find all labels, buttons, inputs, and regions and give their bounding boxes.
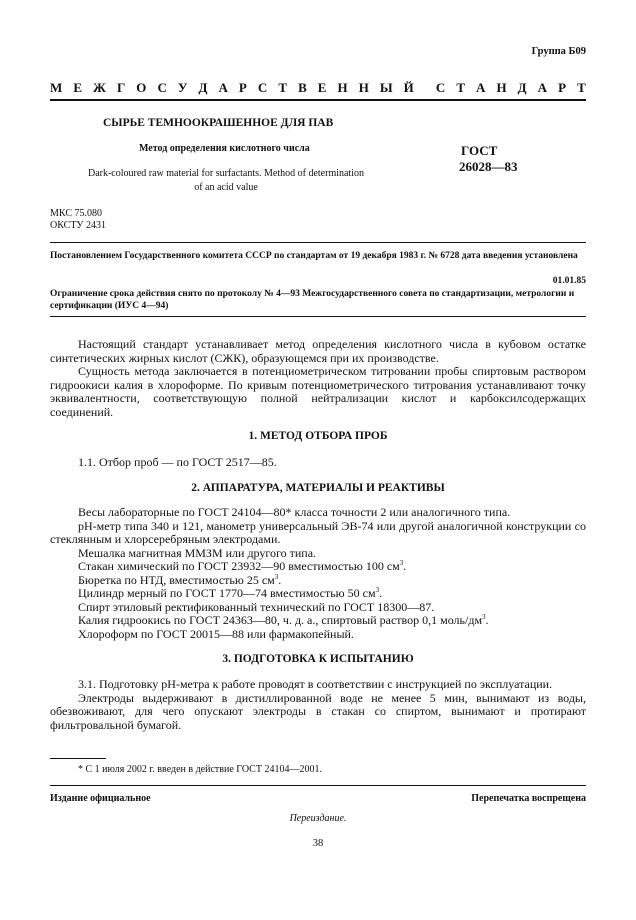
section-3-heading: 3. ПОДГОТОВКА К ИСПЫТАНИЮ [222, 653, 414, 665]
section-3-paragraph-2: Электроды выдерживают в дистиллированной воде не менее 5 мин, вынимают из воды, обезвоживают, для чего опускают электроды в стакан со спиртом, вынимают и протирают фильтровальной бумагой. [50, 690, 586, 732]
equipment-item-6: Цилиндр мерный по ГОСТ 1770—74 вместимостью 50 $см^3$. [78, 586, 383, 600]
interstate-heading-letter: А [476, 80, 486, 95]
interstate-heading-letter: Д [517, 80, 527, 95]
interstate-heading-letter: Т [456, 80, 465, 95]
interstate-heading-letter: В [298, 80, 307, 95]
bottom-rule [50, 785, 586, 786]
equipment-item-7: Спирт этиловый ректификованный технический по ГОСТ 18300—87. [78, 599, 435, 614]
intro-section [50, 338, 586, 419]
interstate-heading-letter: Н [337, 80, 348, 95]
section-1-body [50, 456, 586, 470]
interstate-heading-letter: Й [403, 80, 414, 95]
interstate-heading-letter: Н [496, 80, 507, 95]
equipment-item-8: Калия гидроокись по ГОСТ 24363—80, ч. д. а., спиртовый раствор 0,1 моль/$дм^3$. [78, 613, 489, 627]
interstate-heading-letter: А [537, 80, 548, 95]
equipment-item-6-text: Цилиндр мерный по ГОСТ 1770—74 вместимостью 50 см [78, 586, 376, 600]
interstate-standard-heading [50, 80, 586, 96]
introduction-date: 01.01.85 [552, 276, 586, 286]
interstate-heading-letter: Р [238, 80, 247, 95]
okstu-code: ОКСТУ 2431 [50, 220, 107, 231]
reprint-prohibited-label: Перепечатка воспрещена [471, 793, 586, 804]
rule-above-decree [50, 242, 586, 243]
equipment-item-1: Весы лабораторные по ГОСТ 24104—80* класса точности 2 или аналогичного типа. [78, 505, 511, 519]
page-number: 38 [312, 838, 324, 849]
decree-text: Постановлением Государственного комитета СССР по стандартам от 19 декабря 1983 г. № 6728 дата введения установлена [50, 251, 578, 261]
intro-paragraph-2: Сущность метода заключается в потенциометрическом титровании пробы спиртовым раствором гидроокиси калия в хлороформе. По кривым потенциометрического титрования устанавливают точку эквивалентности, соответствующую полной нейтрализации кислот и карбоксилсодержащих соединений. [50, 364, 586, 419]
rule-below-decree [50, 316, 586, 317]
interstate-heading-letter: Р [558, 80, 567, 95]
interstate-heading-letter: Е [317, 80, 327, 95]
interstate-heading-letter: А [218, 80, 228, 95]
group-code: Группа Б09 [531, 46, 586, 57]
equipment-item-8-text: Калия гидроокись по ГОСТ 24363—80, ч. д. а., спиртовый раствор 0,1 моль/дм [78, 613, 483, 627]
section-3-paragraph-1: 3.1. Подготовку pH-метра к работе проводят в соответствии с инструкцией по эксплуатации. [78, 677, 553, 691]
section-3-body [50, 678, 586, 732]
unit-superscript: 3 [482, 613, 486, 621]
equipment-item-5-text: Бюретка по НТД, вместимостью 25 см [78, 572, 275, 587]
document-title: СЫРЬЕ ТЕМНООКРАШЕННОЕ ДЛЯ ПАВ [103, 117, 334, 129]
footnote-rule [50, 758, 106, 759]
interstate-heading-letter: Д [198, 80, 208, 95]
interstate-heading-letter: Е [73, 80, 82, 95]
english-title [66, 167, 386, 195]
footnote: * С 1 июля 2002 г. введен в действие ГОСТ 24104—2001. [78, 764, 322, 775]
interstate-heading-letter: Н [358, 80, 369, 95]
unit-superscript: 3 [399, 559, 404, 567]
section-1-heading: 1. МЕТОД ОТБОРА ПРОБ [248, 430, 388, 442]
unit-superscript: 3 [375, 586, 380, 594]
equipment-item-3: Мешалка магнитная ММЗМ или другого типа. [78, 545, 317, 560]
interstate-heading-letter: Т [577, 80, 586, 95]
equipment-item-4-text: Стакан химический по ГОСТ 23932—90 вместимостью 100 см [78, 559, 400, 573]
section-2-list [50, 506, 586, 641]
equipment-item-4: Стакан химический по ГОСТ 23932—90 вместимостью 100 $см^3$. [78, 559, 407, 573]
interstate-heading-letter: С [435, 80, 446, 95]
gost-label: ГОСТ [461, 143, 498, 158]
interstate-heading-letter: М [50, 80, 63, 95]
equipment-item-9: Хлороформ по ГОСТ 20015—88 или фармакопейный. [78, 626, 354, 641]
interstate-heading-letter: Ж [93, 80, 106, 95]
interstate-heading-letter: С [257, 80, 268, 95]
section-2-heading: 2. АППАРАТУРА, МАТЕРИАЛЫ И РЕАКТИВЫ [191, 482, 445, 494]
interstate-heading-letter: Т [278, 80, 288, 95]
mks-code: МКС 75.080 [50, 208, 102, 219]
equipment-item-5: Бюретка по НТД, вместимостью 25 $см^3$. [78, 572, 282, 587]
document-subtitle: Метод определения кислотного числа [139, 143, 310, 154]
english-title-line-2: of an acid value [194, 182, 258, 193]
interstate-heading-letter: У [177, 80, 188, 95]
reissue-label: Переиздание. [289, 813, 347, 824]
limitation-text: Ограничение срока действия снято по протоколу № 4—93 Межгосударственного совета по стандартизации, метрологии и сертификации (ИУС 4—94) [50, 289, 575, 311]
interstate-heading-letter: Г [116, 80, 126, 95]
equipment-item-2: pH-метр типа 340 и 121, манометр универсальный ЭВ-74 или другой аналогичной конструкции со стеклянным и хлорсеребряным электродами. [50, 518, 586, 546]
intro-paragraph-1: Настоящий стандарт устанавливает метод определения кислотного числа в кубовом остатке синтетических жирных кислот (СЖК), образующемся при их производстве. [50, 337, 586, 365]
top-rule [50, 99, 586, 101]
classification-codes [50, 208, 106, 232]
official-edition-label: Издание официальное [50, 793, 151, 804]
section-1-paragraph-1: 1.1. Отбор проб — по ГОСТ 2517—85. [78, 455, 277, 469]
interstate-heading-letter: Ы [379, 80, 393, 95]
interstate-heading-letter: С [157, 80, 167, 95]
unit-superscript: 3 [274, 572, 279, 581]
english-title-line-1: Dark-coloured raw material for surfactants. Method of determination [87, 168, 364, 179]
interstate-heading-letter: О [136, 80, 147, 95]
gost-number: 26028—83 [459, 159, 518, 174]
